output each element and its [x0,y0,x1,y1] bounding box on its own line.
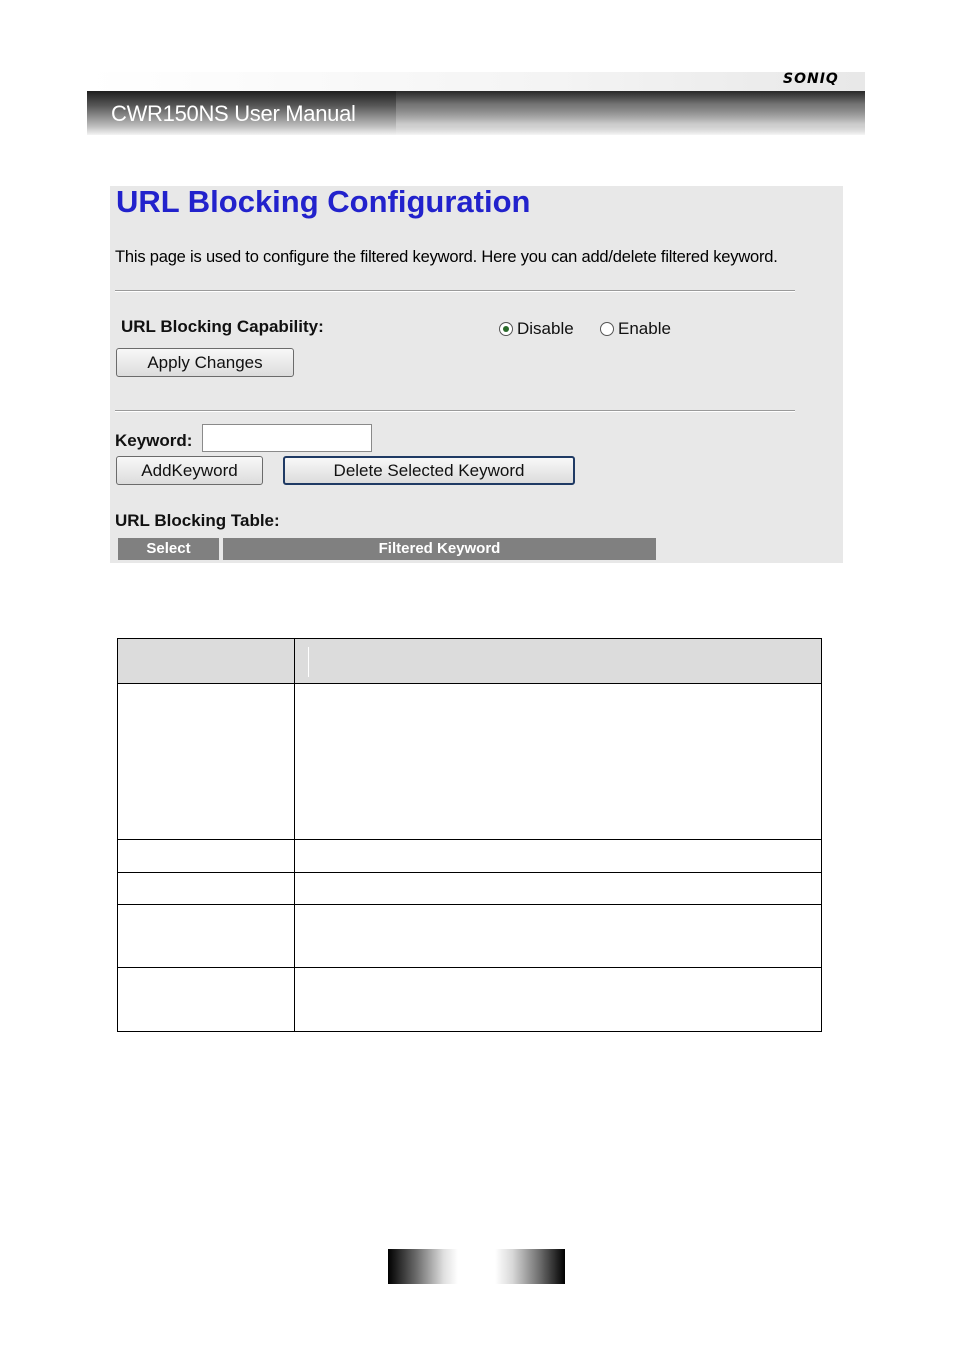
radio-disable[interactable] [499,319,574,339]
radio-enable-circle[interactable] [600,322,614,336]
page-marker-right [495,1249,565,1284]
keyword-input[interactable] [202,424,372,452]
keyword-label: Keyword: [115,431,193,450]
apply-changes-button[interactable]: Apply Changes [116,348,294,377]
divider [115,410,795,412]
radio-enable-label: Enable [618,319,671,338]
url-blocking-screenshot [110,186,843,563]
page-description: This page is used to configure the filtered keyword. Here you can add/delete filtered keyword. [115,248,778,266]
row-divider [118,872,821,873]
row-divider [118,839,821,840]
table-label: URL Blocking Table: [115,511,280,530]
description-table [117,638,822,1032]
column-divider [294,639,295,1031]
page-title: URL Blocking Configuration [116,184,531,219]
row-divider [118,904,821,905]
add-keyword-button[interactable]: AddKeyword [116,456,263,485]
manual-title: CWR150NS User Manual [111,101,356,126]
radio-disable-circle[interactable] [499,322,513,336]
capability-label: URL Blocking Capability: [121,317,324,336]
header-top-strip [87,72,865,91]
row-divider [118,967,821,968]
page-marker-left [388,1249,458,1284]
divider [115,290,795,292]
table-header-filtered-keyword: Filtered Keyword [223,538,656,560]
description-table-header [118,639,821,684]
delete-selected-keyword-button[interactable]: Delete Selected Keyword [283,456,575,485]
header-divider-highlight [308,647,309,677]
header-fade [396,91,865,135]
radio-disable-label: Disable [517,319,574,338]
radio-enable[interactable] [600,319,671,339]
brand-logo: SONIQ [783,71,839,87]
table-header-select: Select [118,538,219,560]
